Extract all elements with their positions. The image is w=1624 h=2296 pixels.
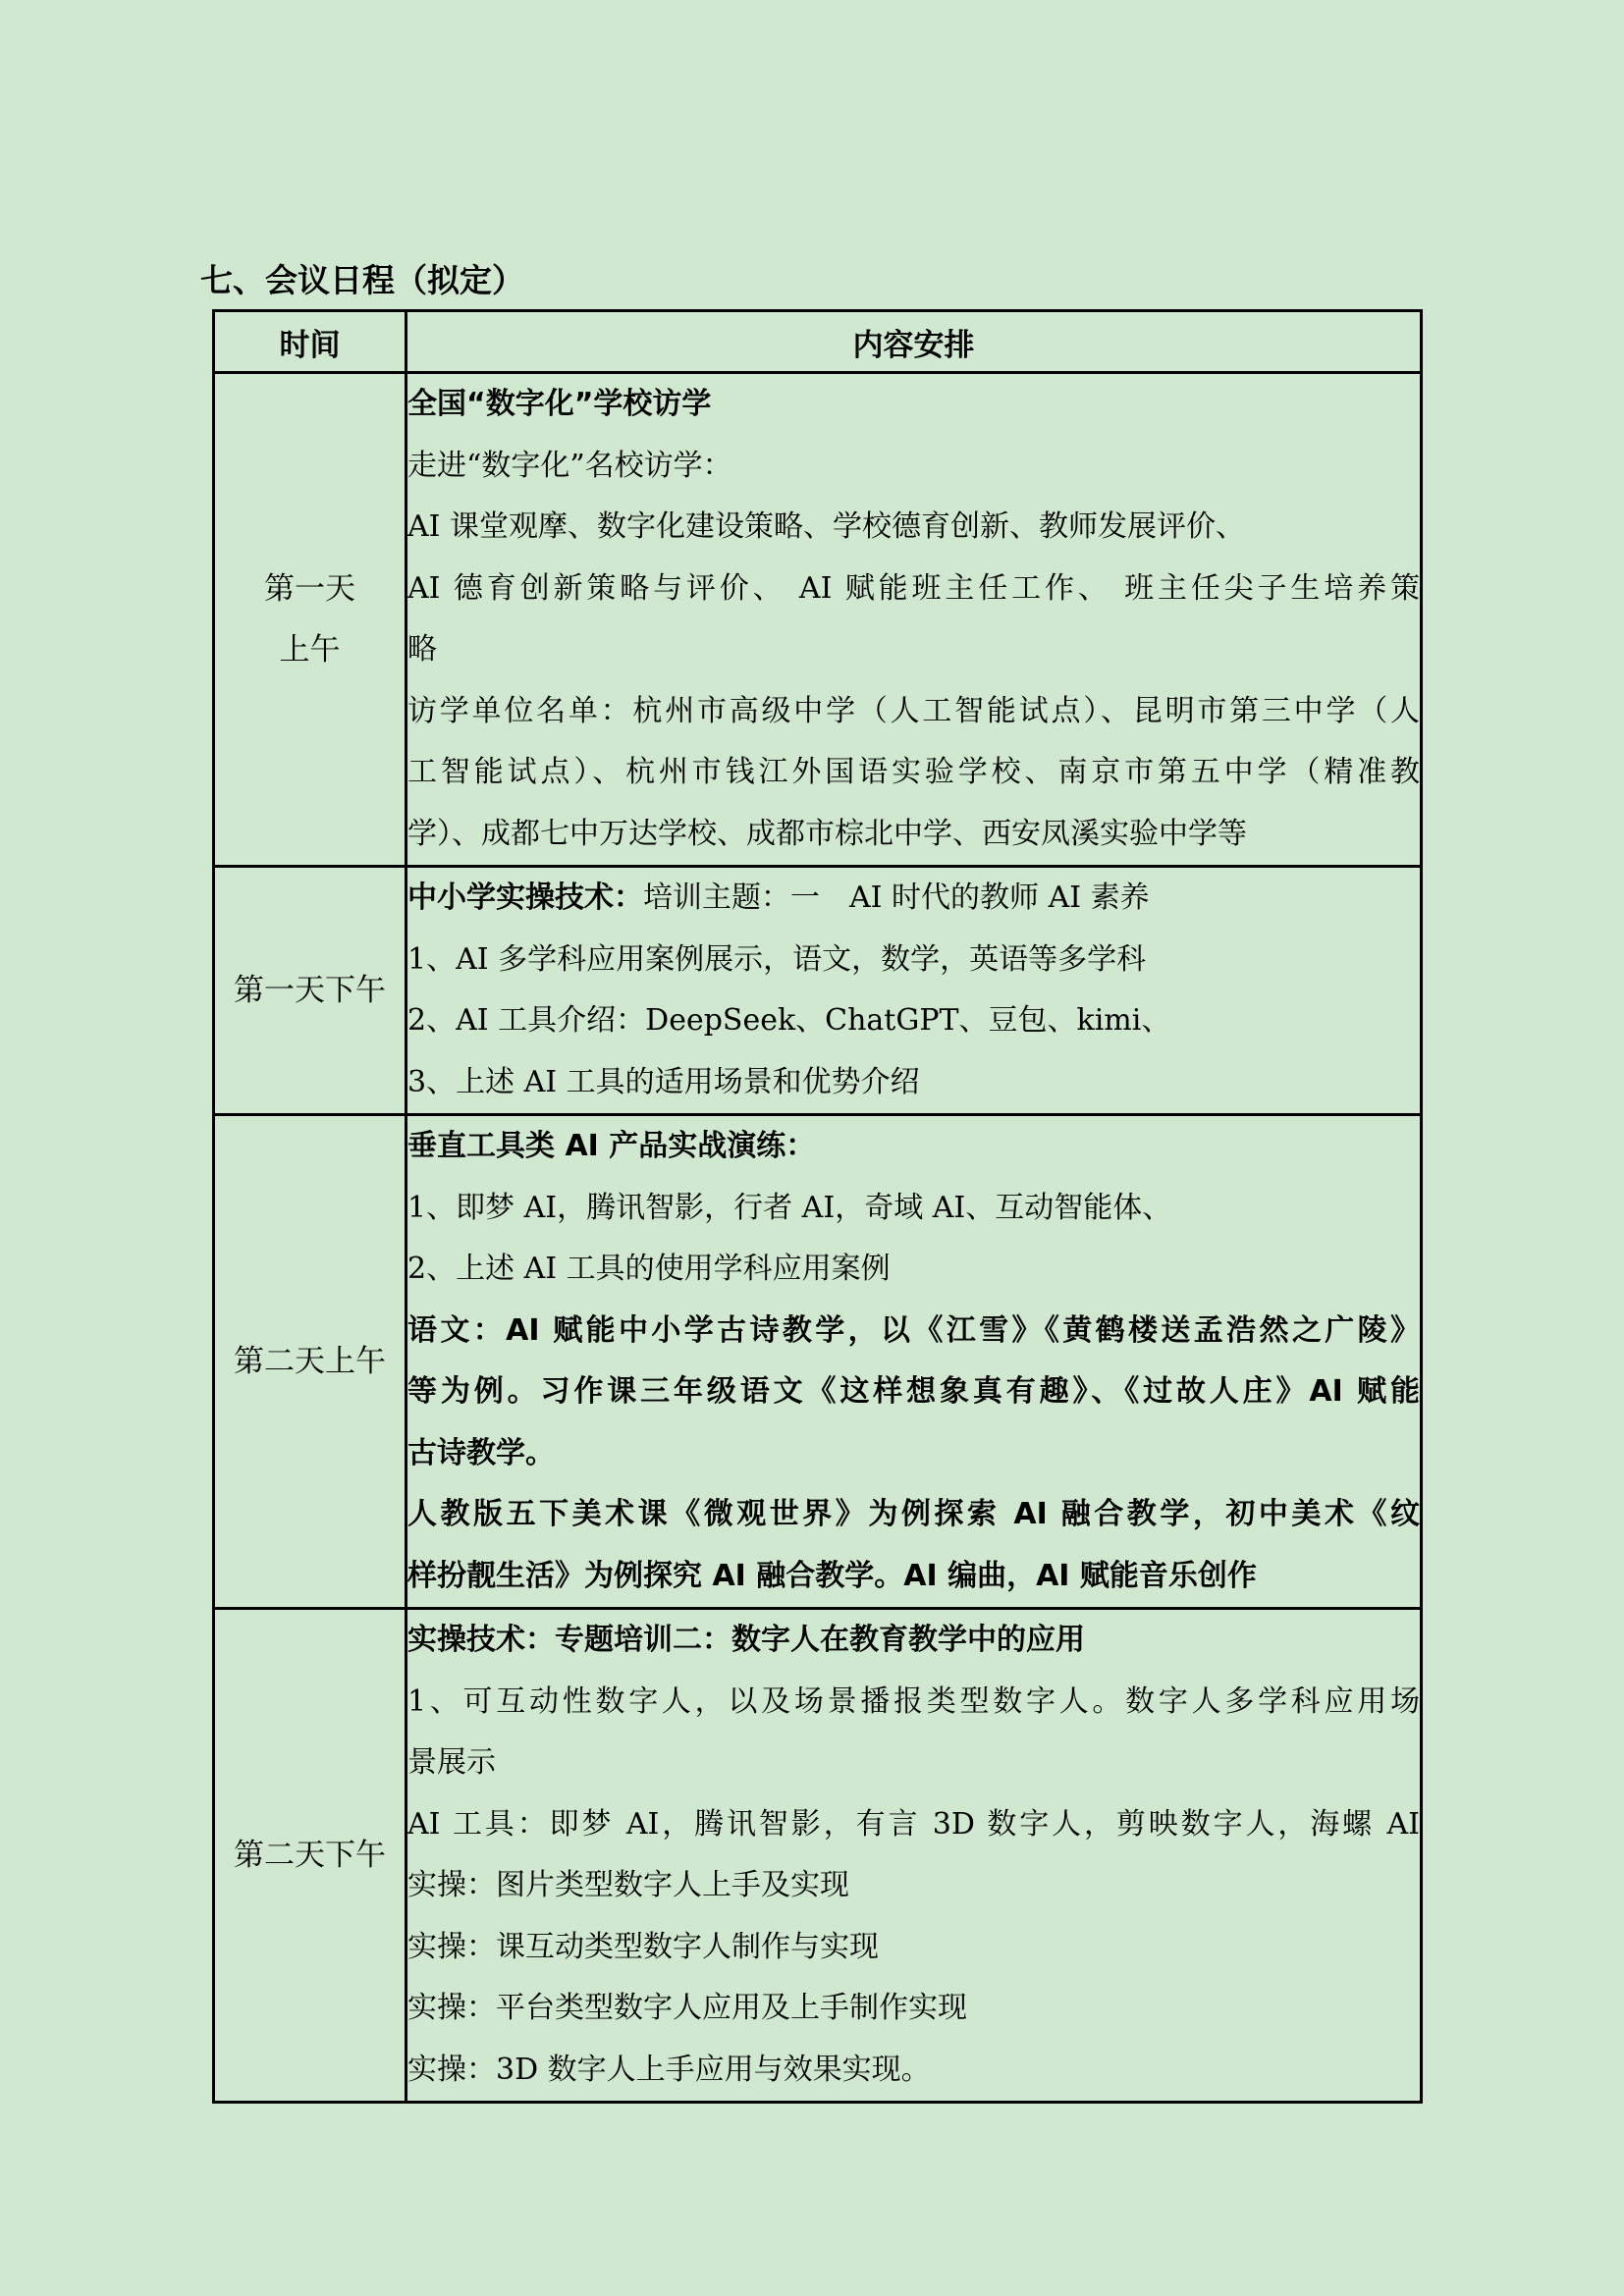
header-time: 时间 bbox=[214, 311, 406, 373]
time-line: 第一天 bbox=[264, 571, 355, 607]
content-line: 3、上述 AI 工具的适用场景和优势介绍 bbox=[407, 1064, 920, 1099]
content-line: 实操：图片类型数字人上手及实现 bbox=[407, 1868, 849, 1902]
content-line: 语文：AI 赋能中小学古诗教学，以《江雪》《黄鹤楼送孟浩然之广陵》 bbox=[407, 1312, 1420, 1348]
content-line: 1、即梦 AI，腾讯智影，行者 AI，奇域 AI、互动智能体、 bbox=[407, 1190, 1172, 1225]
time-cell bbox=[214, 1115, 406, 1609]
content-line: 古诗教学。 bbox=[407, 1435, 555, 1470]
table-row bbox=[214, 867, 1422, 1115]
content-line: 样扮靓生活》为例探究 AI 融合教学。AI 编曲，AI 赋能音乐创作 bbox=[407, 1558, 1257, 1593]
time-line: 第一天下午 bbox=[234, 973, 386, 1008]
content-line: 工智能试点）、杭州市钱江外国语实验学校、南京市第五中学（精准教 bbox=[407, 755, 1420, 789]
time-cell bbox=[214, 1609, 406, 2103]
content-line: AI 工具：即梦 AI，腾讯智影，有言 3D 数字人，剪映数字人，海螺 AI bbox=[407, 1806, 1420, 1842]
table-header-row bbox=[214, 311, 1422, 373]
row-title: 中小学实操技术： bbox=[407, 881, 643, 915]
schedule-table bbox=[212, 309, 1423, 2104]
content-line: 走进“数字化”名校访学： bbox=[407, 448, 732, 483]
content-cell bbox=[406, 373, 1422, 867]
content-line: 实操：平台类型数字人应用及上手制作实现 bbox=[407, 1991, 967, 2025]
content-line: 景展示 bbox=[407, 1745, 496, 1780]
content-line: 1、可互动性数字人，以及场景播报类型数字人。数字人多学科应用场 bbox=[407, 1683, 1420, 1719]
content-line: 1、AI 多学科应用案例展示，语文，数学，英语等多学科 bbox=[407, 941, 1147, 977]
content-line: 访学单位名单：杭州市高级中学（人工智能试点）、昆明市第三中学（人 bbox=[407, 693, 1420, 728]
table-row bbox=[214, 373, 1422, 867]
row-title: 全国“数字化”学校访学 bbox=[407, 387, 712, 421]
content-cell bbox=[406, 1115, 1422, 1609]
content-line: AI 课堂观摩、数字化建设策略、学校德育创新、教师发展评价、 bbox=[407, 509, 1246, 544]
content-line: 实操：3D 数字人上手应用与效果实现。 bbox=[407, 2052, 931, 2087]
content-line: 2、上述 AI 工具的使用学科应用案例 bbox=[407, 1252, 891, 1286]
time-line: 第二天上午 bbox=[234, 1344, 386, 1379]
content-line bbox=[407, 868, 1420, 930]
table-row bbox=[214, 1115, 1422, 1609]
header-content: 内容安排 bbox=[406, 311, 1422, 373]
row-title: 垂直工具类 AI 产品实战演练： bbox=[407, 1129, 816, 1163]
content-line: 等为例。习作课三年级语文《这样想象真有趣》、《过故人庄》AI 赋能 bbox=[407, 1374, 1420, 1409]
content-line: 学）、成都七中万达学校、成都市棕北中学、西安凤溪实验中学等 bbox=[407, 816, 1247, 851]
time-line: 上午 bbox=[279, 632, 341, 667]
content-line: 略 bbox=[407, 632, 437, 667]
content-line: 实操：课互动类型数字人制作与实现 bbox=[407, 1929, 879, 1964]
content-cell bbox=[406, 867, 1422, 1115]
page-heading: 七、会议日程（拟定） bbox=[200, 261, 524, 299]
content-line: AI 德育创新策略与评价、 AI 赋能班主任工作、 班主任尖子生培养策 bbox=[407, 570, 1420, 606]
time-line: 第二天下午 bbox=[234, 1838, 386, 1873]
content-cell bbox=[406, 1609, 1422, 2103]
time-cell bbox=[214, 867, 406, 1115]
time-cell bbox=[214, 373, 406, 867]
table-row bbox=[214, 1609, 1422, 2103]
content-line: 人教版五下美术课《微观世界》为例探索 AI 融合教学，初中美术《纹 bbox=[407, 1497, 1420, 1531]
content-line: 2、AI 工具介绍：DeepSeek、ChatGPT、豆包、kimi、 bbox=[407, 1003, 1171, 1038]
row-subtitle: 培训主题：一 AI 时代的教师 AI 素养 bbox=[643, 881, 1150, 915]
row-title: 实操技术：专题培训二：数字人在教育教学中的应用 bbox=[407, 1623, 1085, 1657]
